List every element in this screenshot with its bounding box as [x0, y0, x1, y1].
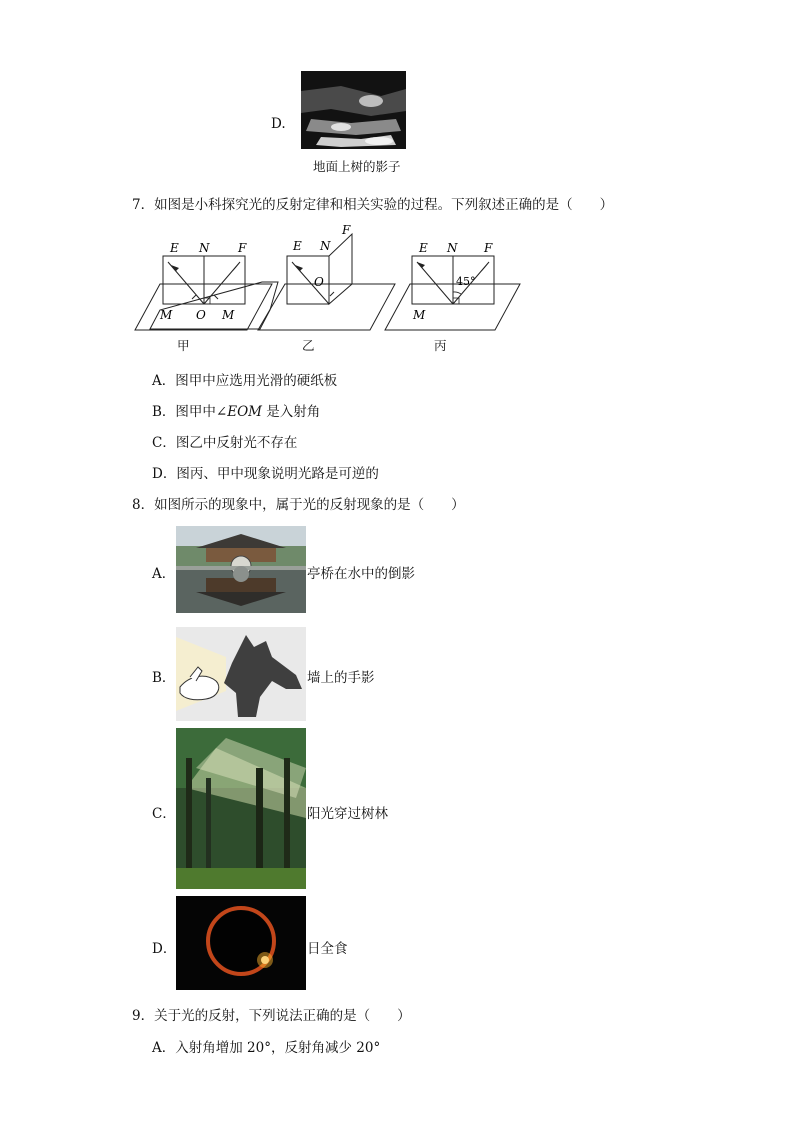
q6-option-d-caption: 地面上树的影子 [313, 159, 401, 174]
figure-bing [385, 241, 520, 330]
bing-label-angle: 45° [456, 275, 476, 288]
q8-option-d-letter: D． [152, 941, 177, 957]
figure-yi [258, 223, 395, 330]
q7-option-a: A．图甲中应选用光滑的硬纸板 [152, 373, 338, 389]
yi-label-e: E [293, 239, 302, 253]
jia-label-o: O [196, 308, 206, 322]
q8-option-c-caption: 阳光穿过树林 [307, 806, 388, 822]
figure-jia-label: 甲 [177, 338, 190, 353]
q8-option-d-caption: 日全食 [307, 941, 348, 957]
yi-label-f: F [342, 223, 351, 237]
bing-label-m: M [413, 308, 426, 322]
forest-sunlight-image [176, 728, 306, 889]
q7-stem: 7．如图是小科探究光的反射定律和相关实验的过程。下列叙述正确的是（ ） [132, 197, 614, 213]
bing-label-f: F [484, 241, 493, 255]
q8-option-a-caption: 亭桥在水中的倒影 [307, 566, 415, 582]
figure-yi-label: 乙 [302, 338, 315, 353]
bing-label-e: E [419, 241, 428, 255]
q9-option-a: A．入射角增加 20°，反射角减少 20° [152, 1040, 381, 1056]
q7-option-c: C．图乙中反射光不存在 [152, 435, 298, 451]
reflection-experiment-diagram [130, 222, 530, 332]
solar-eclipse-image [176, 896, 306, 990]
q8-option-a-letter: A． [152, 566, 176, 582]
figure-bing-label: 丙 [434, 338, 447, 353]
hand-shadow-image [176, 627, 306, 721]
yi-label-o: O [314, 275, 324, 289]
q8-stem: 8．如图所示的现象中，属于光的反射现象的是（ ） [132, 497, 465, 513]
jia-label-m2: M [222, 308, 235, 322]
jia-label-m1: M [160, 308, 173, 322]
q9-stem: 9．关于光的反射，下列说法正确的是（ ） [132, 1008, 411, 1024]
q8-option-b-caption: 墙上的手影 [307, 670, 375, 686]
q6-option-d-letter: D. [271, 116, 286, 132]
jia-label-e: E [170, 241, 179, 255]
q8-option-c-letter: C． [152, 806, 176, 822]
bing-label-n: N [447, 241, 458, 255]
q7-option-b: B．图甲中∠EOM 是入射角 [152, 404, 321, 420]
yi-label-n: N [320, 239, 331, 253]
jia-label-f: F [238, 241, 247, 255]
pavilion-reflection-image [176, 526, 306, 613]
q8-option-b-letter: B． [152, 670, 176, 686]
jia-label-n: N [199, 241, 210, 255]
q7-option-d: D．图丙、甲中现象说明光路是可逆的 [152, 466, 379, 482]
tree-shadow-image [301, 71, 406, 149]
figure-jia [135, 241, 278, 330]
